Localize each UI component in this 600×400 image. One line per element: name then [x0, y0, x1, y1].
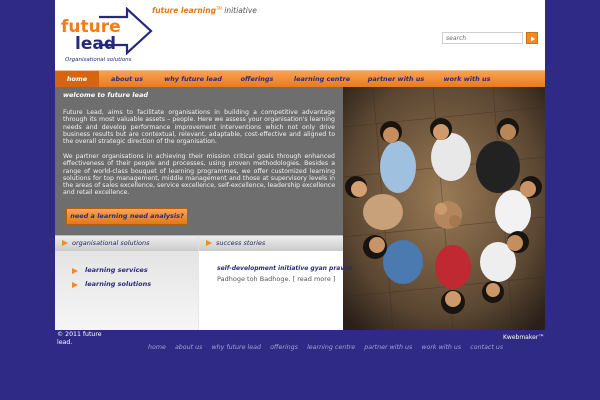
footer-link-contact-us[interactable]: contact us: [470, 344, 504, 351]
arrow-bullet-icon: [206, 240, 212, 246]
learning-need-analysis-button[interactable]: need a learning need analysis?: [66, 208, 188, 225]
search-button[interactable]: [526, 32, 538, 44]
arrow-bullet-icon: [72, 282, 78, 288]
kwebmaker-credit-link[interactable]: Kwebmaker™: [503, 334, 545, 341]
story-excerpt: [217, 275, 335, 283]
footer-link-learning-centre[interactable]: learning centre: [307, 344, 356, 351]
learning-services-label: learning services: [85, 266, 148, 274]
footer-link-about-us[interactable]: about us: [174, 344, 203, 351]
nav-item-partner-with-us[interactable]: partner with us: [367, 75, 425, 83]
header: [55, 0, 545, 70]
team-photo-illustration: [343, 87, 545, 330]
tagline-initiative: initiative: [221, 6, 257, 15]
search-go-icon: [529, 35, 537, 43]
org-solutions-header: [55, 235, 198, 251]
nav-item-offerings[interactable]: offerings: [240, 75, 274, 83]
page-container: [55, 0, 545, 330]
org-solutions-panel: [55, 251, 198, 330]
search-input[interactable]: [442, 32, 523, 44]
tagline-brand: future learning: [152, 6, 216, 15]
nav-item-work-with-us[interactable]: work with us: [443, 75, 491, 83]
footer-link-home[interactable]: home: [148, 344, 166, 351]
arrow-bullet-icon: [62, 240, 68, 246]
nav-item-home[interactable]: home: [55, 71, 99, 88]
intro-heading: welcome to future lead: [63, 91, 148, 99]
learning-solutions-label: learning solutions: [85, 280, 152, 288]
tagline-trademark: TM: [215, 6, 222, 11]
main-nav: [55, 70, 545, 87]
success-stories-header: [198, 235, 343, 251]
intro-panel: [55, 87, 343, 235]
nav-item-learning-centre[interactable]: learning centre: [293, 75, 351, 83]
nav-item-about-us[interactable]: about us: [111, 75, 143, 83]
footer-link-work-with-us[interactable]: work with us: [421, 344, 462, 351]
team-huddle-photo: [343, 87, 545, 330]
logo-word-future: future: [61, 17, 121, 37]
logo[interactable]: [61, 5, 157, 65]
footer-link-partner-with-us[interactable]: partner with us: [364, 344, 413, 351]
success-stories-heading: success stories: [216, 239, 266, 247]
logo-subtitle: Organisational solutions: [65, 57, 132, 63]
copyright: © 2011 future lead.: [57, 331, 102, 346]
intro-paragraph-2: We partner organisations in achieving their mission critical goals through enhanced effectiveness of their people and processes, using proven methodologies. Besides a range of world-class bouquet of learning programmes, we offer customized learning solutions for top management, middle management and those at supervisory levels in the areas of sales excellence, service excellence, self-excellence, leadership excellence and retail excellence.: [63, 153, 335, 197]
footer-link-why-future-lead[interactable]: why future lead: [211, 344, 261, 351]
nav-item-why-future-lead[interactable]: why future lead: [164, 75, 222, 83]
success-stories-panel: [198, 251, 353, 330]
footer-link-offerings[interactable]: offerings: [270, 344, 298, 351]
logo-word-lead: lead: [75, 34, 116, 54]
org-solutions-heading: organisational solutions: [72, 239, 150, 247]
tagline: [152, 6, 257, 15]
story-excerpt-text: Padhoge toh Badhoge.: [217, 275, 293, 283]
footer-nav: [148, 334, 507, 353]
story-title[interactable]: self-development initiative gyan pravah: [217, 265, 353, 272]
intro-paragraph-1: Future Lead, aims to facilitate organisations in building a competitive advantage through its most valuable assets – people. Here we assess your organisation's learning needs and develop performance improvement interventions which not only drive business results but are contextual, relevant, adaptable, cost-effective and aligned to the overall strategic direction of the organisation.: [63, 109, 335, 146]
arrow-bullet-icon: [72, 268, 78, 274]
read-more-link[interactable]: [ read more ]: [292, 275, 336, 283]
